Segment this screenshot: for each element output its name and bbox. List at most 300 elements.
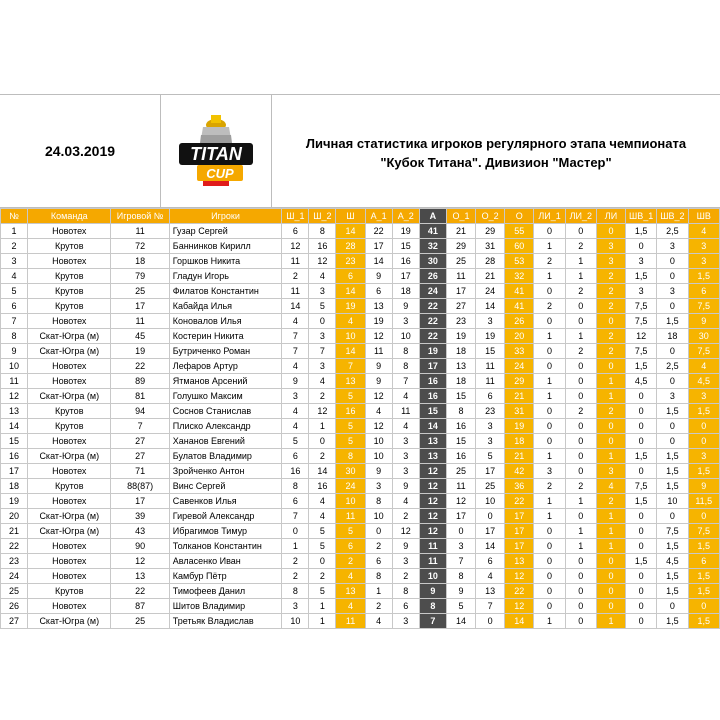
table-cell: 17 xyxy=(505,524,534,539)
table-cell: 2 xyxy=(282,569,309,584)
table-cell: 14 xyxy=(476,539,505,554)
table-cell: Третьяк Владислав xyxy=(169,614,282,629)
table-row xyxy=(1,449,720,464)
table-cell: 0 xyxy=(596,359,625,374)
table-cell: Крутов xyxy=(28,299,111,314)
column-header: О_2 xyxy=(476,209,505,224)
table-cell: 19 xyxy=(505,419,534,434)
table-cell: Скат-Югра (м) xyxy=(28,329,111,344)
table-cell: 12 xyxy=(419,494,446,509)
table-cell: 4 xyxy=(309,269,336,284)
table-cell: 0 xyxy=(657,509,688,524)
table-cell: 18 xyxy=(505,434,534,449)
table-cell: 1,5 xyxy=(688,269,719,284)
table-cell: 12 xyxy=(365,329,392,344)
table-row xyxy=(1,344,720,359)
table-cell: Новотех xyxy=(28,464,111,479)
table-cell: 21 xyxy=(505,449,534,464)
table-cell: 11 xyxy=(392,404,419,419)
table-cell: 19 xyxy=(365,314,392,329)
table-cell: 13 xyxy=(419,449,446,464)
table-cell: 0 xyxy=(476,509,505,524)
table-cell: Скат-Югра (м) xyxy=(28,524,111,539)
table-cell: 55 xyxy=(505,224,534,239)
table-cell: 0 xyxy=(596,419,625,434)
table-row xyxy=(1,389,720,404)
table-cell: Хананов Евгений xyxy=(169,434,282,449)
table-cell: 0 xyxy=(688,509,719,524)
table-cell: 0 xyxy=(534,434,565,449)
table-cell: 32 xyxy=(505,269,534,284)
table-cell: 6 xyxy=(688,284,719,299)
table-cell: 7 xyxy=(476,599,505,614)
table-cell: 6 xyxy=(365,284,392,299)
table-cell: Булатов Владимир xyxy=(169,449,282,464)
table-cell: 22 xyxy=(111,584,169,599)
table-cell: 3 xyxy=(392,449,419,464)
table-cell: 26 xyxy=(1,599,28,614)
table-cell: Бутриченко Роман xyxy=(169,344,282,359)
table-cell: 1,5 xyxy=(626,494,657,509)
table-cell: 8 xyxy=(392,359,419,374)
table-cell: 27 xyxy=(111,434,169,449)
table-cell: Гладун Игорь xyxy=(169,269,282,284)
table-cell: 3 xyxy=(309,359,336,374)
table-cell: 31 xyxy=(505,404,534,419)
table-cell: Новотех xyxy=(28,224,111,239)
table-cell: 16 xyxy=(392,254,419,269)
table-cell: 4 xyxy=(282,314,309,329)
table-cell: 11 xyxy=(336,614,365,629)
table-cell: 0 xyxy=(565,389,596,404)
table-row xyxy=(1,494,720,509)
table-cell: 10 xyxy=(365,509,392,524)
table-cell: 90 xyxy=(111,539,169,554)
table-cell: 39 xyxy=(111,509,169,524)
table-cell: 4 xyxy=(336,569,365,584)
table-cell: 3 xyxy=(688,449,719,464)
table-cell: 17 xyxy=(446,284,475,299)
table-cell: 12 xyxy=(365,419,392,434)
table-cell: 17 xyxy=(111,494,169,509)
table-cell: 71 xyxy=(111,464,169,479)
table-cell: 53 xyxy=(505,254,534,269)
table-cell: 3 xyxy=(446,539,475,554)
table-cell: 3 xyxy=(534,464,565,479)
table-cell: 24 xyxy=(336,479,365,494)
table-cell: 0 xyxy=(534,584,565,599)
column-header: А_2 xyxy=(392,209,419,224)
table-cell: 4 xyxy=(282,419,309,434)
table-cell: 9 xyxy=(419,584,446,599)
table-cell: 25 xyxy=(446,254,475,269)
table-cell: 3 xyxy=(657,389,688,404)
table-cell: 22 xyxy=(419,314,446,329)
table-cell: 1,5 xyxy=(688,569,719,584)
table-cell: 7,5 xyxy=(688,299,719,314)
table-cell: 13 xyxy=(336,374,365,389)
table-cell: 4 xyxy=(336,599,365,614)
table-cell: 1,5 xyxy=(626,554,657,569)
table-cell: 1,5 xyxy=(657,584,688,599)
table-cell: 3 xyxy=(596,254,625,269)
table-cell: 14 xyxy=(1,419,28,434)
table-cell: 79 xyxy=(111,269,169,284)
table-cell: 22 xyxy=(419,329,446,344)
table-cell: 9 xyxy=(1,344,28,359)
table-cell: 0 xyxy=(596,314,625,329)
table-cell: 8 xyxy=(446,569,475,584)
table-cell: Горшков Никита xyxy=(169,254,282,269)
table-cell: 15 xyxy=(446,434,475,449)
table-cell: 27 xyxy=(111,449,169,464)
table-cell: 11 xyxy=(365,344,392,359)
table-cell: 12 xyxy=(392,524,419,539)
table-cell: Коновалов Илья xyxy=(169,314,282,329)
table-cell: 72 xyxy=(111,239,169,254)
svg-text:TITAN: TITAN xyxy=(190,144,242,164)
table-cell: 18 xyxy=(446,344,475,359)
column-header: Ш_2 xyxy=(309,209,336,224)
table-cell: 9 xyxy=(365,464,392,479)
table-cell: 23 xyxy=(476,404,505,419)
table-cell: 0 xyxy=(534,419,565,434)
table-cell: 1,5 xyxy=(688,614,719,629)
table-cell: 60 xyxy=(505,239,534,254)
table-cell: 2 xyxy=(596,299,625,314)
table-cell: 1 xyxy=(565,269,596,284)
table-cell: 7 xyxy=(1,314,28,329)
table-cell: 12 xyxy=(1,389,28,404)
table-cell: Скат-Югра (м) xyxy=(28,449,111,464)
table-cell: 11 xyxy=(446,479,475,494)
table-cell: 0 xyxy=(565,554,596,569)
table-row xyxy=(1,284,720,299)
table-cell: 4 xyxy=(365,614,392,629)
table-cell: 8 xyxy=(309,224,336,239)
table-cell: 1 xyxy=(596,449,625,464)
table-cell: Новотех xyxy=(28,434,111,449)
table-cell: 0 xyxy=(309,314,336,329)
column-header: Команда xyxy=(28,209,111,224)
table-row xyxy=(1,239,720,254)
table-cell: 15 xyxy=(446,389,475,404)
table-cell: 14 xyxy=(282,299,309,314)
table-cell: Камбур Пётр xyxy=(169,569,282,584)
table-cell: 5 xyxy=(476,449,505,464)
table-cell: 23 xyxy=(446,314,475,329)
table-cell: 4 xyxy=(392,389,419,404)
table-cell: 22 xyxy=(505,494,534,509)
table-cell: Новотех xyxy=(28,374,111,389)
table-cell: 9 xyxy=(365,269,392,284)
table-cell: 3 xyxy=(1,254,28,269)
table-cell: 22 xyxy=(365,224,392,239)
table-cell: 2 xyxy=(534,254,565,269)
table-cell: 10 xyxy=(282,614,309,629)
table-cell: 27 xyxy=(446,299,475,314)
table-cell: 17 xyxy=(1,464,28,479)
table-cell: 0 xyxy=(596,599,625,614)
table-cell: 3 xyxy=(392,464,419,479)
table-cell: 0 xyxy=(565,434,596,449)
table-cell: 6 xyxy=(392,599,419,614)
table-cell: 3 xyxy=(282,389,309,404)
table-cell: 13 xyxy=(476,584,505,599)
table-cell: 0 xyxy=(565,569,596,584)
table-cell: Новотех xyxy=(28,539,111,554)
table-cell: 16 xyxy=(419,389,446,404)
table-cell: 0 xyxy=(534,359,565,374)
table-cell: 4 xyxy=(309,374,336,389)
table-cell: 2 xyxy=(282,554,309,569)
table-cell: 2 xyxy=(336,554,365,569)
table-cell: 5 xyxy=(336,419,365,434)
table-cell: 6 xyxy=(336,269,365,284)
table-cell: Скат-Югра (м) xyxy=(28,614,111,629)
table-cell: 17 xyxy=(476,524,505,539)
table-row xyxy=(1,419,720,434)
table-cell: 0 xyxy=(626,569,657,584)
table-row xyxy=(1,224,720,239)
table-cell: Соснов Станислав xyxy=(169,404,282,419)
table-cell: 2 xyxy=(596,269,625,284)
table-cell: 3 xyxy=(476,314,505,329)
table-cell: 8 xyxy=(282,584,309,599)
table-row xyxy=(1,524,720,539)
table-cell: 5 xyxy=(309,584,336,599)
table-cell: 1 xyxy=(534,614,565,629)
table-row xyxy=(1,554,720,569)
table-cell: 12 xyxy=(309,254,336,269)
table-cell: 0 xyxy=(534,554,565,569)
table-cell: 0 xyxy=(565,449,596,464)
table-cell: 3 xyxy=(476,434,505,449)
table-cell: 15 xyxy=(476,344,505,359)
table-cell: Новотех xyxy=(28,494,111,509)
table-row xyxy=(1,314,720,329)
table-cell: 87 xyxy=(111,599,169,614)
table-cell: 10 xyxy=(1,359,28,374)
table-cell: 0 xyxy=(565,464,596,479)
table-cell: 5 xyxy=(336,389,365,404)
table-cell: 8 xyxy=(365,569,392,584)
table-cell: 94 xyxy=(111,404,169,419)
table-cell: 10 xyxy=(336,329,365,344)
table-cell: 8 xyxy=(419,599,446,614)
table-cell: 0 xyxy=(688,419,719,434)
table-cell: 24 xyxy=(476,284,505,299)
table-cell: Крутов xyxy=(28,269,111,284)
table-cell: 11 xyxy=(419,539,446,554)
table-cell: 29 xyxy=(505,374,534,389)
table-cell: 16 xyxy=(446,419,475,434)
table-cell: 1 xyxy=(534,329,565,344)
table-cell: 5 xyxy=(309,299,336,314)
table-cell: 8 xyxy=(1,329,28,344)
column-header: А xyxy=(419,209,446,224)
table-cell: 0 xyxy=(565,614,596,629)
table-cell: 29 xyxy=(446,239,475,254)
table-cell: 1,5 xyxy=(657,314,688,329)
svg-text:CUP: CUP xyxy=(206,166,234,181)
table-cell: 9 xyxy=(688,479,719,494)
table-cell: 11 xyxy=(111,224,169,239)
table-cell: 6 xyxy=(1,299,28,314)
table-cell: 7 xyxy=(282,344,309,359)
table-cell: 12 xyxy=(505,569,534,584)
table-cell: 1,5 xyxy=(688,464,719,479)
table-cell: 36 xyxy=(505,479,534,494)
column-header: ЛИ xyxy=(596,209,625,224)
table-cell: Новотех xyxy=(28,314,111,329)
table-cell: 24 xyxy=(1,569,28,584)
stats-table xyxy=(0,208,720,629)
table-cell: 14 xyxy=(419,419,446,434)
table-cell: 14 xyxy=(446,614,475,629)
table-cell: 0 xyxy=(657,269,688,284)
table-cell: 10 xyxy=(336,494,365,509)
table-row xyxy=(1,479,720,494)
table-cell: 1,5 xyxy=(657,614,688,629)
stats-sheet xyxy=(0,94,720,629)
table-cell: 6 xyxy=(282,224,309,239)
table-cell: 6 xyxy=(476,389,505,404)
table-cell: 9 xyxy=(446,584,475,599)
table-cell: 28 xyxy=(476,254,505,269)
table-cell: Скат-Югра (м) xyxy=(28,344,111,359)
table-cell: 0 xyxy=(282,524,309,539)
table-cell: 0 xyxy=(626,524,657,539)
table-cell: 11 xyxy=(476,359,505,374)
table-cell: Крутов xyxy=(28,479,111,494)
table-cell: 16 xyxy=(309,479,336,494)
table-cell: 1 xyxy=(534,269,565,284)
table-cell: 12 xyxy=(419,464,446,479)
table-cell: 6 xyxy=(282,449,309,464)
table-cell: 0 xyxy=(534,284,565,299)
table-cell: Скат-Югра (м) xyxy=(28,389,111,404)
table-cell: 2 xyxy=(565,284,596,299)
table-cell: 8 xyxy=(446,404,475,419)
table-cell: 13 xyxy=(446,359,475,374)
column-header: ЛИ_1 xyxy=(534,209,565,224)
table-cell: Костерин Никита xyxy=(169,329,282,344)
table-cell: 23 xyxy=(1,554,28,569)
table-cell: 3 xyxy=(688,254,719,269)
table-cell: Крутов xyxy=(28,419,111,434)
table-cell: Лефаров Артур xyxy=(169,359,282,374)
table-cell: 1,5 xyxy=(657,404,688,419)
table-cell: Гузар Сергей xyxy=(169,224,282,239)
table-cell: 42 xyxy=(505,464,534,479)
table-cell: 14 xyxy=(365,254,392,269)
table-cell: 16 xyxy=(446,449,475,464)
table-cell: Плиско Александр xyxy=(169,419,282,434)
table-cell: 1 xyxy=(565,494,596,509)
table-cell: 2,5 xyxy=(657,224,688,239)
table-cell: Новотех xyxy=(28,254,111,269)
table-cell: 7 xyxy=(446,554,475,569)
table-cell: 1 xyxy=(534,494,565,509)
table-cell: 0 xyxy=(309,434,336,449)
table-cell: 1 xyxy=(596,614,625,629)
table-row xyxy=(1,509,720,524)
table-cell: 11 xyxy=(336,509,365,524)
table-cell: 5 xyxy=(282,434,309,449)
table-cell: Филатов Константин xyxy=(169,284,282,299)
table-cell: 12 xyxy=(309,404,336,419)
table-cell: 10 xyxy=(365,434,392,449)
table-row xyxy=(1,569,720,584)
table-cell: 3 xyxy=(688,389,719,404)
table-cell: 2 xyxy=(309,449,336,464)
table-cell: 15 xyxy=(419,404,446,419)
table-cell: 8 xyxy=(336,449,365,464)
table-cell: 18 xyxy=(657,329,688,344)
table-cell: 8 xyxy=(365,494,392,509)
table-cell: 10 xyxy=(365,449,392,464)
table-cell: 0 xyxy=(534,314,565,329)
table-cell: 19 xyxy=(419,344,446,359)
table-cell: 0 xyxy=(565,509,596,524)
table-cell: 1,5 xyxy=(626,449,657,464)
table-row xyxy=(1,434,720,449)
table-cell: 1,5 xyxy=(657,464,688,479)
table-cell: 2 xyxy=(565,479,596,494)
table-cell: 7 xyxy=(336,359,365,374)
title-line-1: Личная статистика игроков регулярного этапа чемпионата xyxy=(305,136,687,151)
table-cell: 22 xyxy=(111,359,169,374)
table-cell: 4,5 xyxy=(626,374,657,389)
table-cell: 11 xyxy=(419,554,446,569)
table-cell: 0 xyxy=(596,569,625,584)
table-cell: 1 xyxy=(596,374,625,389)
table-cell: 21 xyxy=(1,524,28,539)
table-cell: 3 xyxy=(596,239,625,254)
table-cell: 14 xyxy=(336,284,365,299)
table-cell: 17 xyxy=(419,359,446,374)
table-cell: 13 xyxy=(505,554,534,569)
table-cell: 4,5 xyxy=(688,374,719,389)
table-cell: Ибрагимов Тимур xyxy=(169,524,282,539)
table-cell: 3 xyxy=(392,554,419,569)
table-cell: 0 xyxy=(657,344,688,359)
table-cell: 33 xyxy=(505,344,534,359)
table-cell: 12 xyxy=(419,524,446,539)
table-cell: 31 xyxy=(476,239,505,254)
table-cell: 15 xyxy=(392,239,419,254)
column-header: Игроки xyxy=(169,209,282,224)
table-cell: 24 xyxy=(419,284,446,299)
table-cell: 12 xyxy=(626,329,657,344)
table-cell: Авласенко Иван xyxy=(169,554,282,569)
table-cell: 14 xyxy=(309,464,336,479)
table-cell: 19 xyxy=(446,329,475,344)
table-cell: 30 xyxy=(688,329,719,344)
table-cell: 7 xyxy=(282,509,309,524)
table-cell: 10 xyxy=(392,329,419,344)
table-row xyxy=(1,599,720,614)
table-cell: 21 xyxy=(446,224,475,239)
table-cell: 17 xyxy=(111,299,169,314)
table-cell: 11 xyxy=(111,314,169,329)
table-cell: 4,5 xyxy=(657,554,688,569)
table-cell: 0 xyxy=(565,584,596,599)
table-header-row xyxy=(1,209,720,224)
table-cell: 7,5 xyxy=(626,479,657,494)
table-cell: 1 xyxy=(565,329,596,344)
